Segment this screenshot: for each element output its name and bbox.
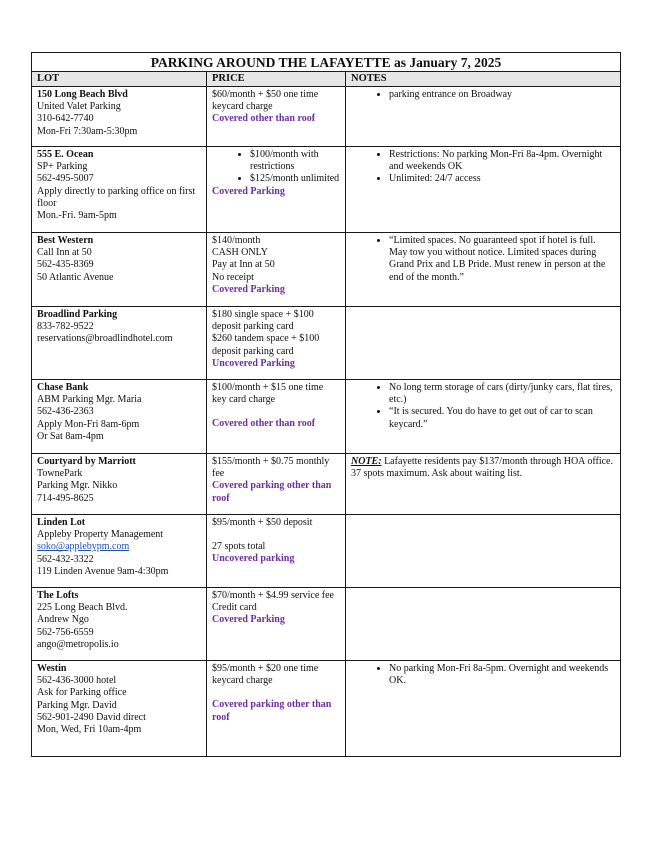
lot-detail: 562-436-3000 hotel [37,675,117,687]
lot-detail: Mon.-Fri. 9am-5pm [37,210,117,222]
parking-document [31,52,620,757]
price-cell [207,87,346,147]
title-row [32,53,621,72]
coverage-label: Covered Parking [212,185,285,197]
notes-cell [346,661,621,757]
lot-detail: Parking Mgr. Nikko [37,480,118,492]
lot-name: Best Western [37,235,94,246]
header-lot: LOT [32,72,207,87]
header-row [32,72,621,87]
lot-cell [32,454,207,515]
price-text: $95/month + $20 one time keycard charge [212,663,319,687]
lot-detail: Parking Mgr. David [37,699,117,711]
price-text: $100/month + $15 one time key card charge [212,382,324,406]
price-cell [207,233,346,307]
coverage-label: Covered Parking [212,614,285,626]
lot-detail: 562-435-8369 [37,259,94,271]
note-label: NOTE: [351,456,382,467]
lot-detail: Apply directly to parking office on first floor [37,185,196,209]
price-option: • $100/month with restrictions [250,149,340,173]
header-price: PRICE [207,72,346,87]
lot-name: Broadlind Parking [37,309,118,320]
note-item: • parking entrance on Broadway [389,89,615,101]
notes-cell [346,454,621,515]
note-item: • Unlimited: 24/7 access [389,173,615,185]
price-cell [207,588,346,661]
lot-cell [32,87,207,147]
table-row [32,87,621,147]
lot-detail: 50 Atlantic Avenue [37,271,114,283]
lot-detail: 562-495-5007 [37,173,94,185]
coverage-label: Uncovered Parking [212,357,295,369]
price-text: Credit card [212,602,257,614]
lot-detail: Call Inn at 50 [37,247,92,259]
table-row [32,515,621,588]
price-cell [207,515,346,588]
lot-cell [32,147,207,233]
email-link[interactable]: soko@applebypm.com [37,541,130,553]
table-row [32,147,621,233]
lot-detail: 225 Long Beach Blvd. [37,602,128,614]
lot-detail: ABM Parking Mgr. Maria [37,394,142,406]
price-text: $155/month + $0.75 monthly fee [212,456,330,480]
notes-cell [346,147,621,233]
lot-cell [32,233,207,307]
lot-detail: 562-432-3322 [37,553,94,565]
lot-detail: Mon, Wed, Fri 10am-4pm [37,724,142,736]
notes-cell [346,588,621,661]
lot-name: Linden Lot [37,517,86,528]
lot-detail: reservations@broadlindhotel.com [37,333,173,345]
lot-detail: Apply Mon-Fri 8am-6pm [37,418,140,430]
coverage-label: Covered other than roof [212,418,316,430]
lot-cell [32,588,207,661]
table-row [32,661,621,757]
lot-detail: SP+ Parking [37,161,88,173]
price-cell [207,380,346,454]
lot-detail: Or Sat 8am-4pm [37,430,104,442]
lot-detail: United Valet Parking [37,101,121,113]
price-text: No receipt [212,271,254,283]
notes-cell [346,380,621,454]
lot-detail: TownePark [37,468,83,480]
price-text: Pay at Inn at 50 [212,259,275,271]
price-cell [207,307,346,380]
lot-detail: 562-436-2363 [37,406,94,418]
header-notes: NOTES [346,72,621,87]
table-row [32,233,621,307]
coverage-label: Covered other than roof [212,113,316,125]
table-row [32,307,621,380]
note-item: • “It is secured. You do have to get out of car to scan keycard.” [389,406,615,430]
notes-cell [346,233,621,307]
price-text: $95/month + $50 deposit [212,517,313,528]
lot-cell [32,661,207,757]
lot-detail: 714-495-8625 [37,492,94,504]
lot-detail: 562-756-6559 [37,626,94,638]
table-row [32,588,621,661]
lot-name: Chase Bank [37,382,89,393]
lot-name: The Lofts [37,590,79,601]
note-text: Lafayette residents pay $137/month through HOA office. 37 spots maximum. Ask about waiting list. [351,456,613,480]
price-text: $60/month + $50 one time keycard charge [212,89,319,113]
lot-detail: ango@metropolis.io [37,638,119,650]
lot-detail: Appleby Property Management [37,529,164,541]
lot-cell [32,307,207,380]
parking-table [31,52,621,757]
notes-cell [346,87,621,147]
coverage-label: Covered parking other than roof [212,480,332,504]
price-option: • $125/month unlimited [250,173,340,185]
note-item: • No long term storage of cars (dirty/junky cars, flat tires, etc.) [389,382,615,406]
table-row [32,380,621,454]
price-cell [207,661,346,757]
lot-detail: Ask for Parking office [37,687,127,699]
coverage-label: Covered parking other than roof [212,699,332,723]
price-text: CASH ONLY [212,247,268,259]
note-item: • “Limited spaces. No guaranteed spot if hotel is full. May tow you without notice. Limited spaces during Grand Prix and LB Pride. Must renew in person at the end of the month.” [389,235,615,284]
lot-name: 150 Long Beach Blvd [37,89,128,100]
lot-detail: Mon-Fri 7:30am-5:30pm [37,125,138,137]
price-text: $180 single space + $100 deposit parking card [212,309,314,333]
lot-cell [32,380,207,454]
notes-cell [346,515,621,588]
note-item: • Restrictions: No parking Mon-Fri 8a-4pm. Overnight and weekends OK [389,149,615,173]
notes-cell [346,307,621,380]
price-text: $260 tandem space + $100 deposit parking card [212,333,320,357]
price-cell [207,454,346,515]
table-row [32,454,621,515]
lot-cell [32,515,207,588]
lot-detail: 562-901-2490 David direct [37,711,146,723]
note-item: • No parking Mon-Fri 8a-5pm. Overnight and weekends OK. [389,663,615,687]
price-cell [207,147,346,233]
lot-detail: 119 Linden Avenue 9am-4:30pm [37,565,169,577]
lot-detail: 310-642-7740 [37,113,94,125]
coverage-label: Covered Parking [212,283,285,295]
lot-detail: Andrew Ngo [37,614,89,626]
lot-detail: 833-782-9522 [37,321,94,333]
coverage-label: Uncovered parking [212,553,295,565]
lot-name: Courtyard by Marriott [37,456,136,467]
lot-name: Westin [37,663,67,674]
price-text: 27 spots total [212,541,266,553]
lot-name: 555 E. Ocean [37,149,94,160]
price-text: $140/month [212,235,261,246]
page-title: PARKING AROUND THE LAFAYETTE as January 7, 2025 [32,53,621,72]
price-text: $70/month + $4.99 service fee [212,590,334,601]
